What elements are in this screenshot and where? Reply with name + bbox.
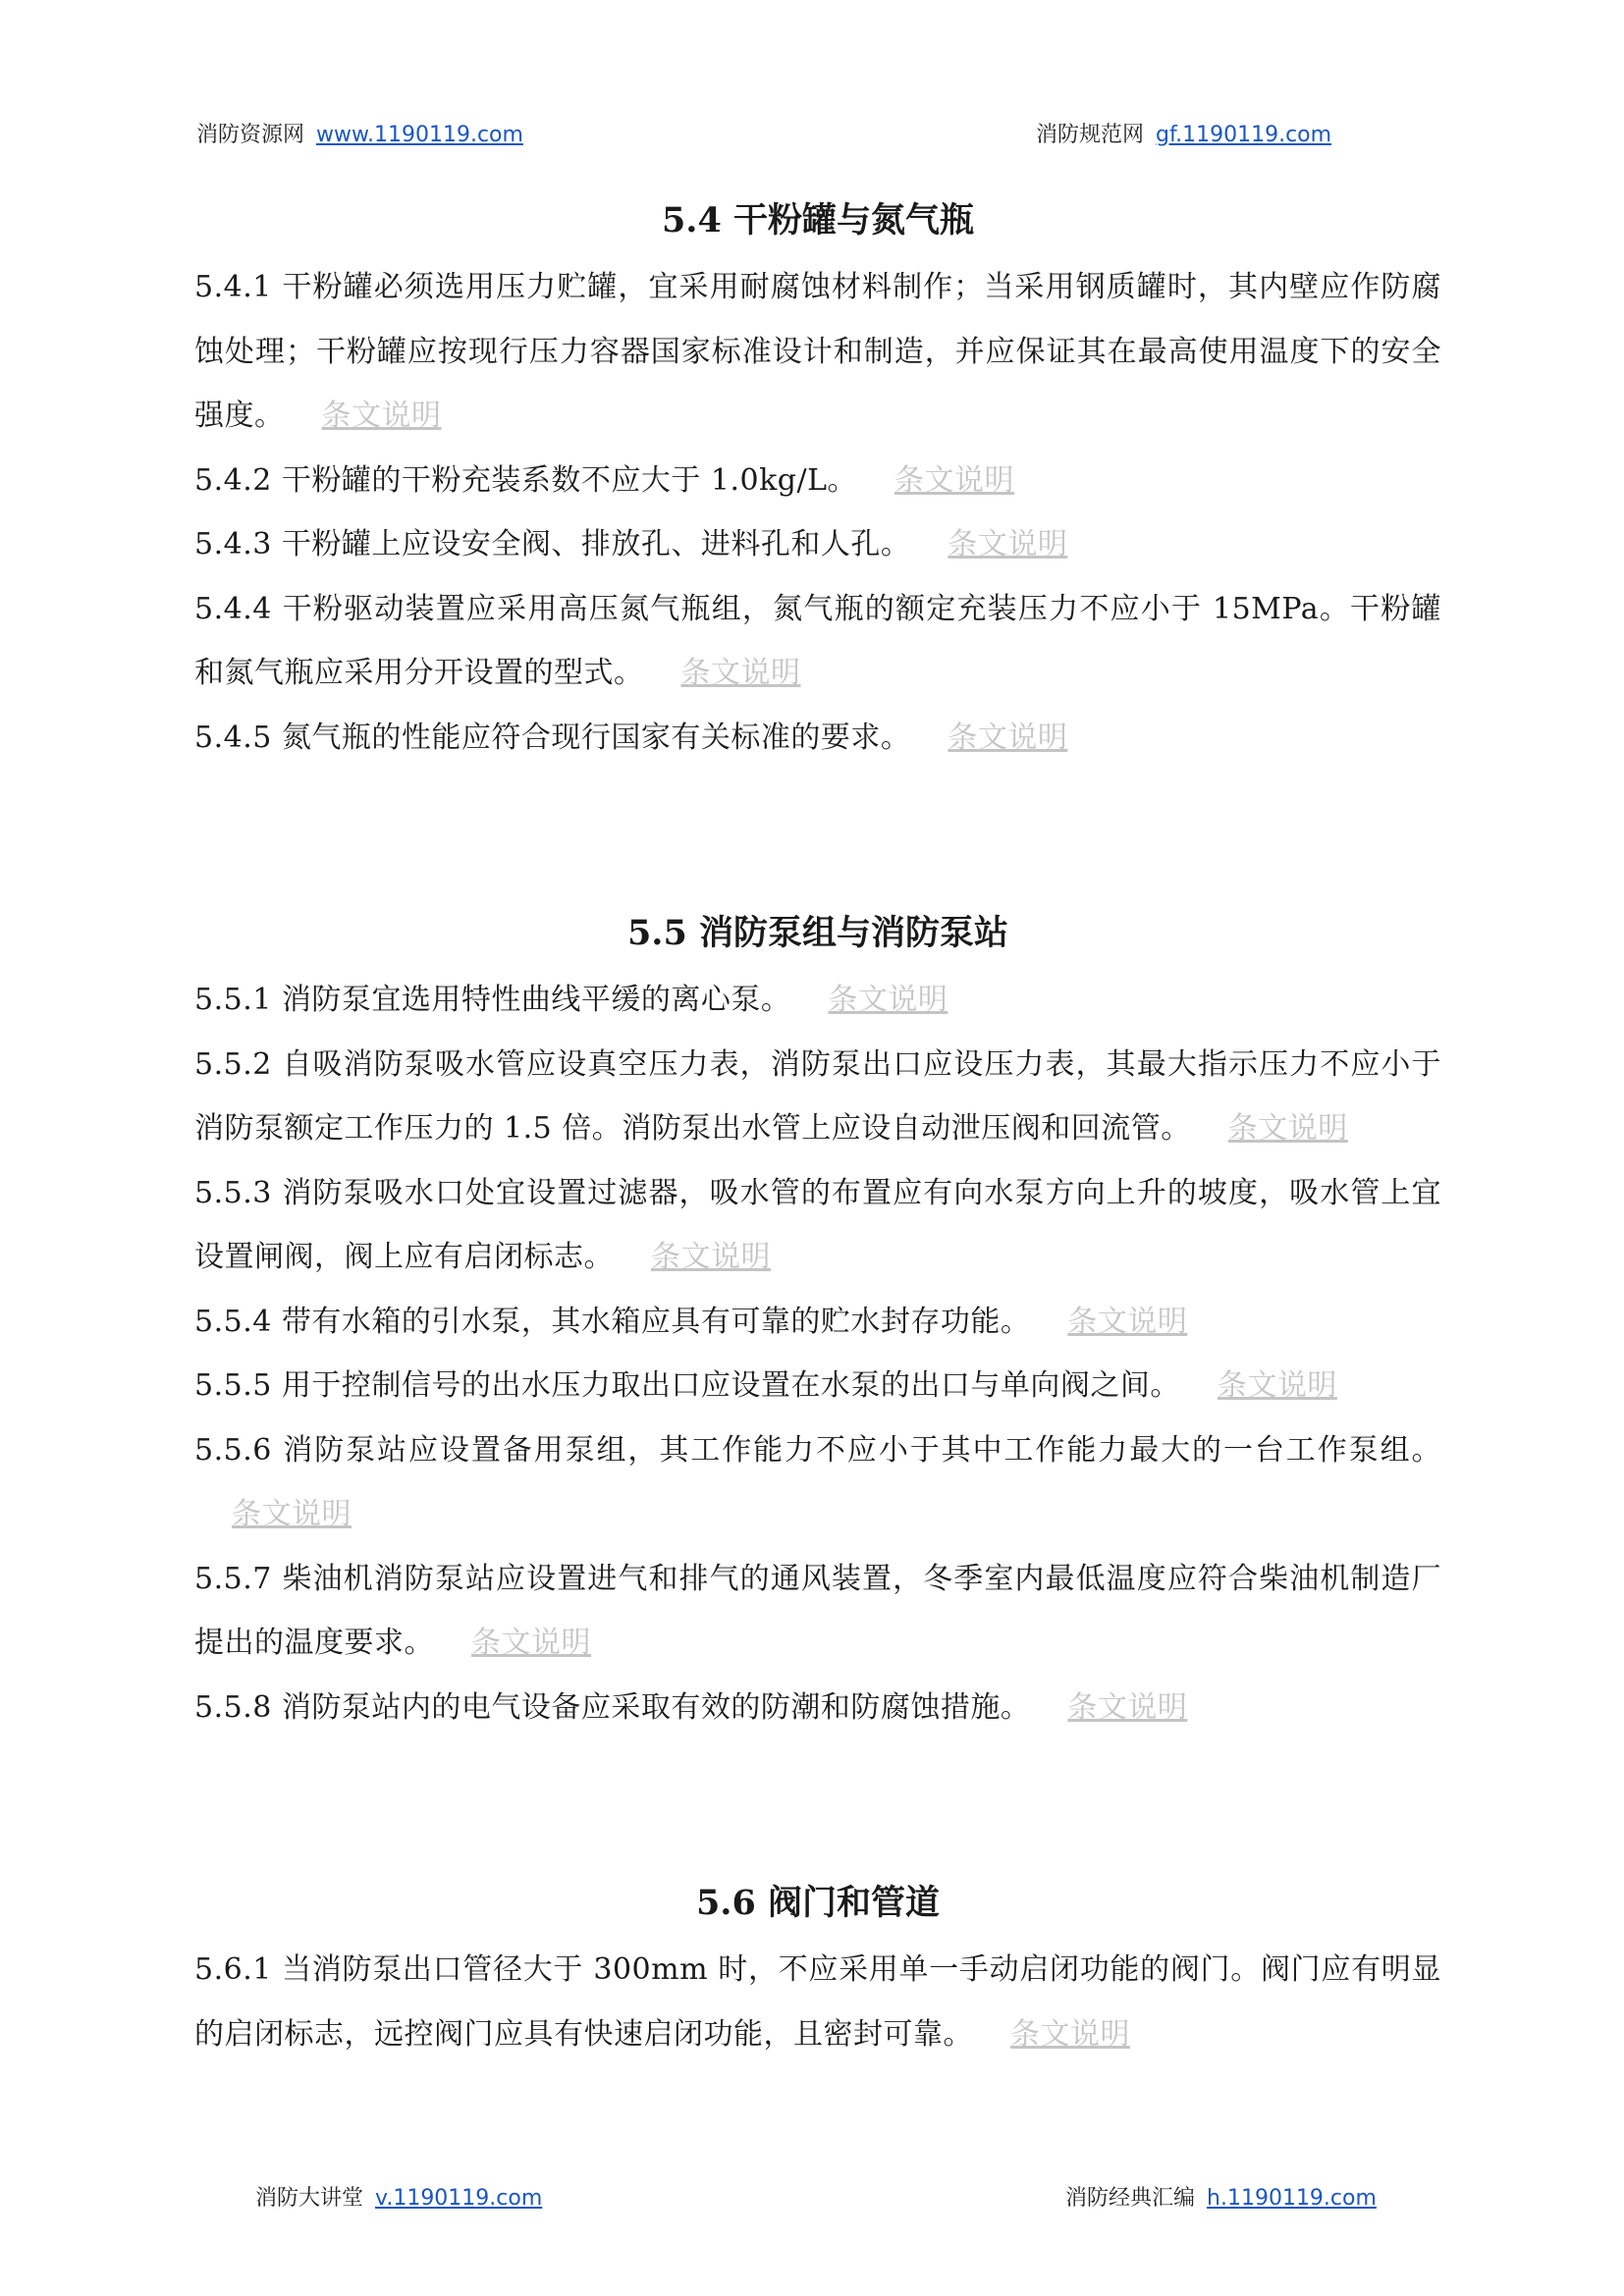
clause-note-link[interactable]: 条文说明 [651, 1240, 771, 1274]
clause [194, 449, 1441, 513]
clause [194, 1161, 1441, 1290]
footer-left-label: 消防大讲堂 [255, 2186, 364, 2211]
clause [194, 1033, 1441, 1161]
clause-note-link[interactable]: 条文说明 [947, 527, 1068, 561]
clause-note-link[interactable]: 条文说明 [321, 399, 442, 433]
clause [194, 1418, 1441, 1547]
clause-text: 5.6.1 当消防泵出口管径大于 300mm 时，不应采用单一手动启闭功能的阀门。阀门应有明显的启闭标志，远控阀门应具有快速启闭功能，且密封可靠。 [194, 1952, 1441, 2052]
header-right [1036, 118, 1331, 148]
footer-right-link[interactable]: h.1190119.com [1207, 2186, 1377, 2211]
clause-note-link[interactable]: 条文说明 [1010, 2016, 1130, 2052]
header-left [196, 118, 523, 148]
footer-left-link[interactable]: v.1190119.com [375, 2186, 543, 2211]
clause-text: 5.4.4 干粉驱动装置应采用高压氮气瓶组，氮气瓶的额定充装压力不应小于 15MPa。干粉罐和氮气瓶应采用分开设置的型式。 [194, 591, 1441, 690]
clause [194, 255, 1441, 449]
clause-text: 5.5.3 消防泵吸水口处宜设置过滤器，吸水管的布置应有向水泵方向上升的坡度，吸水管上宜设置闸阀，阀上应有启闭标志。 [194, 1175, 1441, 1274]
clause-note-link[interactable]: 条文说明 [1067, 1689, 1188, 1725]
header-left-label: 消防资源网 [196, 123, 305, 147]
clause-text: 5.5.2 自吸消防泵吸水管应设真空压力表，消防泵出口应设压力表，其最大指示压力不应小于消防泵额定工作压力的 1.5 倍。消防泵出水管上应设自动泄压阀和回流管。 [194, 1046, 1441, 1146]
footer-right-label: 消防经典汇编 [1065, 2186, 1196, 2211]
clause-text: 5.4.3 干粉罐上应设安全阀、排放孔、进料孔和人孔。 [194, 527, 911, 561]
section-title: 5.6 阀门和管道 [695, 1883, 941, 1923]
clause [194, 968, 1441, 1033]
clause-text: 5.5.1 消防泵宜选用特性曲线平缓的离心泵。 [194, 983, 791, 1017]
clause [194, 1938, 1441, 2066]
clause [194, 1547, 1441, 1676]
clause [194, 1290, 1441, 1355]
clause-text: 5.5.5 用于控制信号的出水压力取出口应设置在水泵的出口与单向阀之间。 [194, 1368, 1180, 1403]
footer-left [255, 2181, 542, 2212]
clause-text: 5.4.5 氮气瓶的性能应符合现行国家有关标准的要求。 [194, 720, 911, 755]
clause [194, 577, 1441, 706]
clause [194, 1354, 1441, 1418]
clause [194, 512, 1441, 577]
header-right-link[interactable]: gf.1190119.com [1156, 123, 1332, 147]
section-title: 5.4 干粉罐与氮气瓶 [661, 200, 975, 240]
clause-note-link[interactable]: 条文说明 [1067, 1304, 1188, 1339]
clause-note-link[interactable]: 条文说明 [1217, 1368, 1337, 1403]
section-spacer [194, 1739, 1441, 1869]
section-title: 5.5 消防泵组与消防泵站 [626, 913, 1009, 953]
clause-note-link[interactable]: 条文说明 [947, 720, 1068, 755]
clause-text: 5.5.4 带有水箱的引水泵，其水箱应具有可靠的贮水封存功能。 [194, 1304, 1031, 1339]
clause-note-link[interactable]: 条文说明 [828, 983, 948, 1017]
clause-text: 5.5.6 消防泵站应设置备用泵组，其工作能力不应小于其中工作能力最大的一台工作泵组。 [194, 1432, 1441, 1468]
clause-note-link[interactable]: 条文说明 [1227, 1111, 1348, 1146]
footer-right [1065, 2181, 1377, 2212]
clause-note-link[interactable]: 条文说明 [680, 656, 801, 690]
clause-text: 5.5.7 柴油机消防泵站应设置进气和排气的通风装置，冬季室内最低温度应符合柴油机制造厂提出的温度要求。 [194, 1561, 1441, 1660]
clause [194, 706, 1441, 771]
clause-text: 5.4.2 干粉罐的干粉充装系数不应大于 1.0kg/L。 [194, 462, 858, 498]
clause-text: 5.5.8 消防泵站内的电气设备应采取有效的防潮和防腐蚀措施。 [194, 1689, 1031, 1725]
clause-note-link[interactable]: 条文说明 [471, 1626, 591, 1660]
section-spacer [194, 770, 1441, 899]
header-left-link[interactable]: www.1190119.com [316, 123, 523, 147]
clause [194, 1676, 1441, 1740]
clause-text: 5.4.1 干粉罐必须选用压力贮罐，宜采用耐腐蚀材料制作；当采用钢质罐时，其内壁应作防腐蚀处理；干粉罐应按现行压力容器国家标准设计和制造，并应保证其在最高使用温度下的安全强度。 [194, 270, 1441, 433]
clause-note-link[interactable]: 条文说明 [894, 462, 1015, 498]
document-body [194, 187, 1441, 2066]
header-right-label: 消防规范网 [1036, 123, 1145, 147]
clause-note-link[interactable]: 条文说明 [232, 1497, 352, 1531]
